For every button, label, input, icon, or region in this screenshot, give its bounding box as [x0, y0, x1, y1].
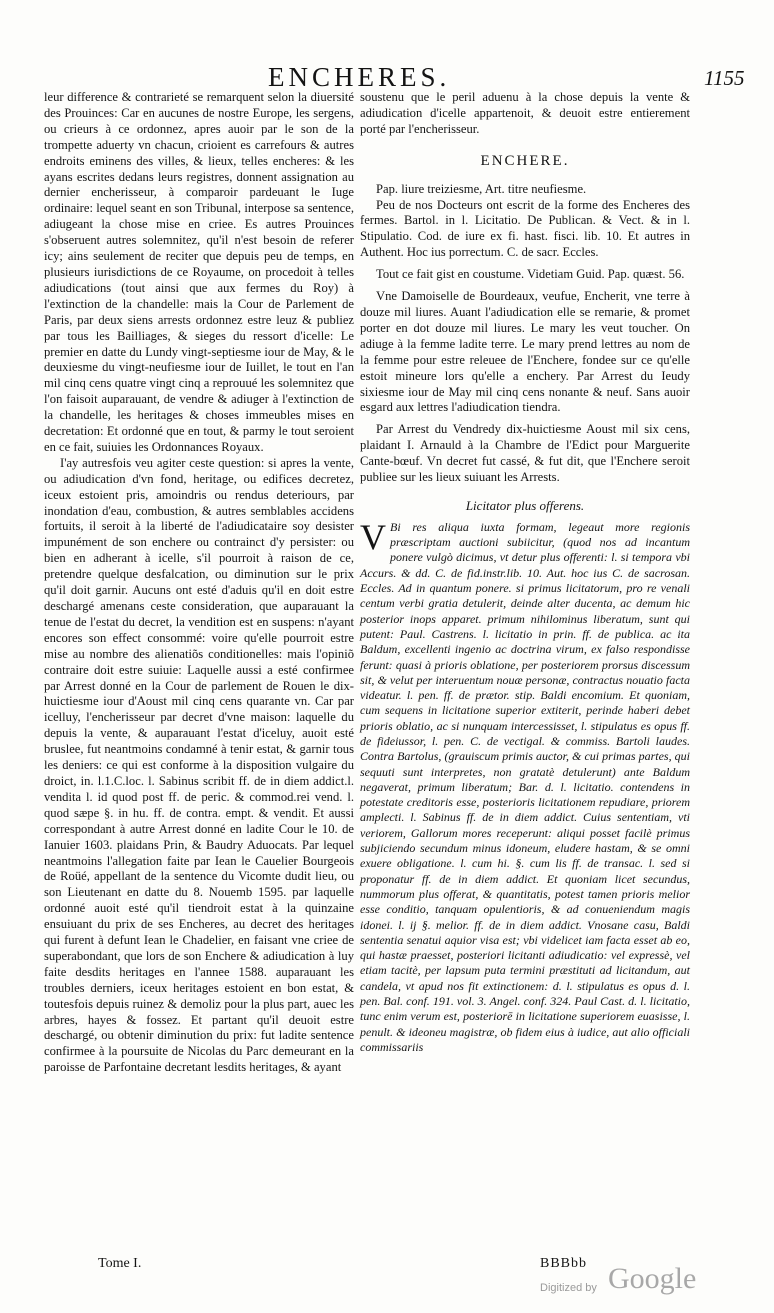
- right-paragraph-2: Peu de nos Docteurs ont escrit de la forme des Encheres des fermes. Bartol. in l. Licitatio. De Publican. & Vect. & in l. Stipulatio. Cod. de iure ex fi. hast. fisci. lib. 10. Et autres in Authent. Hoc ius porrectum. C. de sacr. Eccles.: [360, 197, 690, 260]
- page-number: 1155: [704, 66, 745, 90]
- right-paragraph-3: Tout ce fait gist en coustume. Videtiam Guid. Pap. quæst. 56.: [376, 267, 685, 282]
- left-column: [44, 90, 354, 1076]
- digitized-watermark: [540, 1262, 770, 1302]
- right-paragraph-4: Vne Damoiselle de Bourdeaux, veufue, Encherit, vne terre à douze mil liures. Auant l'adiudication elle se remarie, & promet porter en dot douze mil liures. Le mary les veut toucher. On adiuge à la femme ladite terre. Le mary prend lettres au nom de la femme pour estre releuee de l'Enchere, fondee sur ce qu'elle estoit mineure lors qu'elle a enchery. Par Arrest du Ieudy sixiesme iour de May mil cinq cens nonante & neuf. Sans auoir esgard aux lettres l'adiudication tiendra.: [360, 289, 690, 415]
- latin-subheading: Licitator plus offerens.: [465, 497, 585, 513]
- tome-label: Tome I.: [98, 1256, 142, 1271]
- section-heading: ENCHERE.: [480, 152, 570, 169]
- running-head: [0, 62, 774, 92]
- google-logo: Google: [608, 1262, 697, 1295]
- latin-paragraph: [360, 516, 690, 1055]
- latin-text: Bi res aliqua iuxta formam, legeaut more regionis præscriptam auctioni subiicitur, (quod nos ad incantum ponere vulgò dicimus, vt detur plus offerenti: l. si tempora vbi Accurs. & dd. C. de fid.instr.lib. 10. Aut. hoc ius C. de sacrosan. Eccles. Ad in quantum ponere. si primus licitatorum, pro re venali centum verbi gratia detulerit, deinde alter ducenta, ac demum hic posterior inops apparet. primum nihilominus liberatum, sunt qui putent: Paul. Castrens. l. licitatio in prin. ff. de publica. ac ita Baldum, excellenti ingenio ac doctrina virum, ex falso respondisse ferunt: quasi à prioris oblatione, per posteriorem prorsus discessum sit, & velut per interuentum nouæ personæ, contractus nouatio facta videatur. l. pen. ff. de prætor. stip. Baldi encomium. Et quoniam, cum sequens in licitatione superior extiterit, perinde haberi debet prioris oblatio, ac si nunquam intercessisset, l. stipulatus es opus ff. de fideiussor, l. pen. C. de vectigal. & commiss. Bartoli laudes. Contra Bartolus, (grauiscum primis auctor, & cui primas partes, qui sequuti sunt interpretes, non gratatè detulerunt) ante Baldum negaverat, primum liberatum; Bar. d. l. licitatio. contendens in potestate creditoris esse, posterioris licitationem repudiare, priorem amplecti. l. Sabinus ff. de in diem addict. Cuius sententiam, vti veriorem, Gallorum mores receperunt: aliqui posset facilè primus subjiciendo secundum minus idoneum, eludere hastam, & se omni exuere obligatione. l. cum hi. §. cum lis ff. de transac. l. sed si proponatur ff. de in diem addict. Et quoniam licet secundus, nummorum plus offerat, & quantitatis, potest tamen prioris melior esse conditio, tanquam opulentioris, & ad conueniendum magis idonei. l. ij §. melior. ff. de in diem addict. Vnosane casu, Baldi sententia senatui aquior visa est; vbi videlicet iam facta esset ab eo, qui hastæ praesset, posteriori licitanti adiudicatio: vel expressè, vel etiam tacitè, per lapsum puta termini præstituti ad licitandum, aut candela, vt apud nos fit extinctionem: d. l. stipulatus es opus d. l. pen. Bal. conf. 191. vol. 3. Angel. conf. 324. Paul Cast. d. l. licitatio, tunc enim verum est, posteriorē in licitatione superiorem euasisse, l. penult. & ideoneu magistræ, ob fidem eius à iudice, aut alio officiali commissariis: [360, 519, 690, 1054]
- right-top-text: soustenu que le peril aduenu à la chose depuis la vente & adiudication d'icelle appartenoit, & deuoit estre entierement porté par l'encherisseur.: [360, 90, 690, 136]
- right-column: [360, 90, 690, 1055]
- digitized-by-text: Digitized by: [540, 1282, 597, 1294]
- right-paragraph-1: Pap. liure treiziesme, Art. titre neufiesme.: [376, 181, 587, 196]
- signature-mark: BBBbb: [540, 1256, 588, 1271]
- left-paragraph-2: I'ay autresfois veu agiter ceste question: si apres la vente, ou adiudication d'vn fond, heritage, ou edifices decretez, iceux estoient pris, amoindris ou rendus deteriours, par inondation d'eau, combustion, & autres semblables accidens fortuits, il seroit à la liberté de l'adiudicataire soy desister impunément de son enchere ou contrainct d'y persister: ou bien en adherant à icelle, s'il pourroit à raison de ce, pretendre quelque desfalcation, ou diminution sur le prix qu'il doit garnir. Aucuns ont esté d'aduis qu'il en doit estre deschargé amenans ceste consideration, que auparauant la tenue de l'estat du decret, la vendition est en suspens: n'ayant encores son effect consommé: voire qu'elle pourroit estre mise au nombre des alienatiõs conditionelles: mais l'opiniõ contraire doit estre suiuie: Laquelle aussi a esté confirmee par Arrest donné en la Cour de parlement de Rouen le dix-huictiesme iour d'Aoust mil cinq cens quarante vn. Car par icelluy, l'encherisseur par decret d'vne maison: laquelle du depuis la vente, & auparauant l'estat d'iceluy, auoit esté bruslee, fut neantmoins condamné à tenir estat, & garnir tous les deniers: ce qui est conforme à la disposition vulgaire du droict, in. l.1.C.loc. l. Sabinus scribit ff. de in diem addict.l. vendita l. id quod post ff. de peric. & commod.rei vend. l. quod sæpe §. in hu. ff. de contra. empt. & vendit. Et aussi correspondant à autre Arrest donné en ladite Cour le 10. de Ianuier 1603. plaidans Prin, & Baudry Aduocats. Par lequel neantmoins l'allegation faite par Iean le Cauelier Bourgeois de Roüé, appellant de la sentence du Vicomte dudit lieu, ou son Lieutenant en datte du 8. Nouemb 1595. par laquelle ordonné auoit esté qu'il tiendroit estat à la quinzaine ensuiuant du prix de ses Encheres, au decret des heritages qui furent à defunt Iean le Chadelier, en faisant vne criee de superabondant, que lors de son Enchere & adiudication à luy faite desdits heritages en l'annee 1588. auparauant les troubles derniers, iceux heritages estoient en bon estat, & toutesfois depuis ruinez & demoliz pour la plus part, auec les arbres, hayes & fossez. Et partant qu'il deuoit estre deschargé, ou obtenir diminution du prix: fut ladite sentence confirmee à la poursuite de Nicolas du Parc demeurant en la paroisse de Parfontaine decretant lesdits heritages, & ayant: [44, 455, 354, 1075]
- right-paragraph-5: Par Arrest du Vendredy dix-huictiesme Aoust mil six cens, plaidant I. Arnauld à la Chambre de l'Edict pour Marguerite Cante-bœuf. Vn decret fut cassé, & fut dit, que l'Enchere seroit publiee sur les lieux suiuant les Arrests.: [360, 422, 690, 485]
- running-title: ENCHERES.: [268, 62, 451, 92]
- drop-cap: V: [360, 516, 386, 557]
- left-paragraph-1: leur difference & contrarieté se remarquent selon la diuersité des Prouinces: Car en aucunes de nostre Europe, les sergens, ou crieurs à ce ordonnez, apres auoir par le son de la trompette aduerty vn chacun, crioient es carrefours & autres endroits eminens des villes, & lieux, telles encheres: & les ayans escrites dedans leurs registres, donnent assignation au dernier encherisseur, à comparoir pardeuant le Iuge ordinaire: lequel seant en son Tribunal, interpose sa sentence, adiugeant la chose mise en criee. Es autres Prouinces s'obseruent autres solemnitez, qu'il n'est besoin de referer icy; ains seulement de reciter que depuis peu de temps, en plusieurs iurisdictions de ce Royaume, on procedoit à telles adiudications (tout ainsi que aux fermes du Roy) à l'extinction de la chandelle: mais la Cour de Parlement de Paris, par deux siens arrests ordonnez estre leuz & publiez par tous les Bailliages, & sieges du ressort d'icelle: Le premier en datte du Lundy vingt-septiesme iour de May, & le deuxiesme du vingt-neufiesme iour de Iuillet, le tout en l'an mil cinq cens quatre vingt cinq a reprouué les solemnitez que l'on faisoit auparauant, de vendre & adiuger à l'extinction de la chandelle, les heritages & choses immeubles mises en decretation: Et ordonné que en tout, & parmy le tout seroient en ce fait, suiuies les Ordonnances Royaux.: [44, 90, 354, 454]
